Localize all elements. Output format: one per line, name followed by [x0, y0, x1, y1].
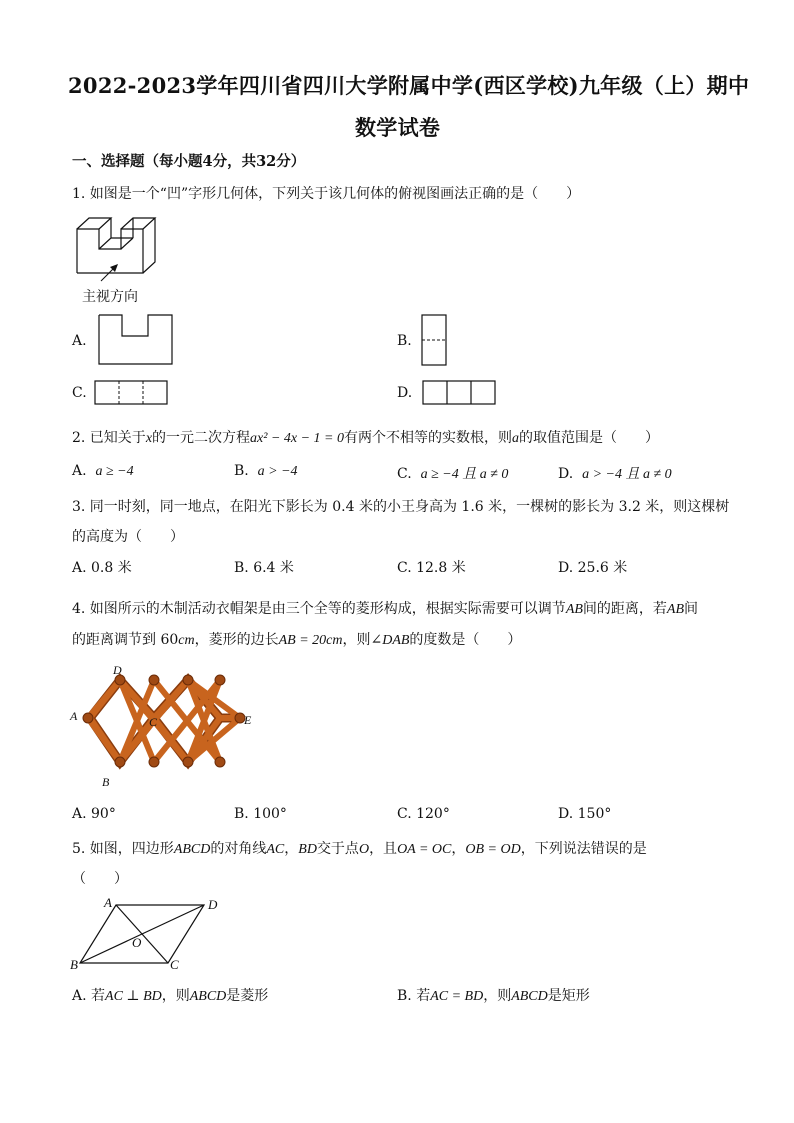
- q4-option-c[interactable]: C. 120°: [397, 806, 450, 822]
- q4-line2-prefix: 的距离调节到 60: [72, 632, 179, 648]
- q5-option-b-condition: AC = BD: [430, 989, 484, 1004]
- parallelogram-label-d: D: [208, 897, 218, 912]
- q5-quad: ABCD: [173, 842, 211, 857]
- question-5-line1: [72, 838, 647, 858]
- q3-option-d[interactable]: D. 25.6 米: [558, 560, 628, 576]
- q1-option-c-figure: [94, 380, 170, 406]
- q5-option-a-condition: AC ⊥ BD: [105, 989, 162, 1004]
- parallelogram-label-b: B: [70, 957, 78, 972]
- q5-option-b-mid: ，则: [483, 988, 512, 1004]
- q5-prefix: 5. 如图，四边形: [72, 841, 174, 857]
- q5-mid3: ，且: [369, 841, 398, 857]
- q2-option-a-text: a ≥ −4: [95, 464, 134, 479]
- q3-option-b[interactable]: B. 6.4 米: [234, 560, 294, 576]
- q2-option-a[interactable]: [72, 463, 134, 480]
- q1-option-d-label[interactable]: D.: [397, 385, 413, 401]
- coat-rack-figure: [68, 662, 268, 792]
- q5-option-a[interactable]: [72, 985, 268, 1005]
- q5-option-b-quad: ABCD: [511, 989, 548, 1004]
- question-4-line2: [72, 629, 521, 649]
- parallelogram-label-o: O: [132, 935, 142, 950]
- q2-equation: ax² − 4x − 1 = 0: [250, 431, 344, 446]
- view-direction-caption: 主视方向: [82, 289, 138, 305]
- q5-option-b-prefix: B. 若: [397, 988, 431, 1004]
- q5-mid2: 交于点: [316, 841, 359, 857]
- q4-side-equation: AB = 20cm: [278, 633, 343, 648]
- rack-label-b: B: [102, 775, 110, 789]
- q2-option-c-text: a ≥ −4 且 a ≠ 0: [420, 467, 509, 482]
- q2-option-b-text: a > −4: [257, 464, 298, 479]
- u-shaped-solid-figure: [75, 215, 175, 285]
- q5-option-a-end: 是菱形: [226, 988, 269, 1004]
- rack-label-a: A: [70, 709, 78, 723]
- q4-angle: DAB: [382, 633, 410, 648]
- q5-o: O: [358, 842, 370, 857]
- q4-option-d[interactable]: D. 150°: [558, 806, 612, 822]
- q2-option-c-label: C.: [397, 466, 412, 482]
- q2-variable-x: x: [145, 431, 153, 446]
- parallelogram-label-a: A: [104, 895, 112, 910]
- q4-option-b[interactable]: B. 100°: [234, 806, 287, 822]
- q2-option-d[interactable]: [558, 463, 672, 483]
- question-4-line1: [72, 598, 698, 618]
- question-3-line1: 3. 同一时刻，同一地点，在阳光下影长为 0.4 米的小王身高为 1.6 米，一棵树的影长为 3.2 米，则这棵树: [72, 499, 730, 515]
- q5-option-a-mid: ，则: [161, 988, 190, 1004]
- q5-bd: BD: [298, 842, 317, 857]
- q3-option-a[interactable]: A. 0.8 米: [72, 560, 132, 576]
- q5-comma-2: ，: [451, 841, 466, 857]
- q5-option-a-prefix: A. 若: [72, 988, 106, 1004]
- q2-post: 有两个不相等的实数根，则: [344, 430, 512, 446]
- q5-comma-1: ，: [284, 841, 299, 857]
- rack-label-c: C: [149, 715, 158, 729]
- q1-option-b-label[interactable]: B.: [397, 333, 412, 349]
- q5-eq2: OB = OD: [465, 842, 521, 857]
- q2-option-b[interactable]: [234, 463, 298, 480]
- q5-option-a-quad: ABCD: [189, 989, 227, 1004]
- q1-option-a-label[interactable]: A.: [72, 333, 87, 349]
- q2-end: 的取值范围是（ ）: [519, 430, 659, 446]
- question-3-line2: 的高度为（ ）: [72, 529, 184, 545]
- q5-option-b[interactable]: [397, 985, 590, 1005]
- q1-option-d-figure: [422, 380, 498, 406]
- rack-label-d: D: [113, 663, 122, 677]
- q2-option-d-text: a > −4 且 a ≠ 0: [582, 467, 672, 482]
- question-5-line2: （ ）: [72, 871, 128, 887]
- q4-line1-mid: 间的距离，若: [582, 601, 667, 617]
- page-title-line2: 数学试卷: [355, 115, 441, 140]
- q4-ab-1: AB: [565, 602, 583, 617]
- q5-end: ，下列说法错误的是: [520, 841, 647, 857]
- q4-line1-prefix: 4. 如图所示的木制活动衣帽架是由三个全等的菱形构成，根据实际需要可以调节: [72, 601, 566, 617]
- q5-mid1: 的对角线: [210, 841, 267, 857]
- q3-option-c[interactable]: C. 12.8 米: [397, 560, 466, 576]
- section-heading: 一、选择题（每小题4分，共32分）: [72, 153, 306, 170]
- parallelogram-figure: [68, 893, 228, 973]
- q4-option-a[interactable]: A. 90°: [72, 806, 116, 822]
- q5-ac: AC: [266, 842, 285, 857]
- question-2-text: [72, 427, 659, 447]
- q5-option-b-end: 是矩形: [547, 988, 590, 1004]
- q4-line2-end: 的度数是（ ）: [409, 632, 522, 648]
- page-title-line1: 2022-2023学年四川省四川大学附属中学(西区学校)九年级（上）期中: [68, 73, 750, 98]
- q1-option-b-figure: [421, 314, 449, 366]
- q1-option-c-label[interactable]: C.: [72, 385, 87, 401]
- q2-option-b-label: B.: [234, 463, 249, 479]
- q4-line2-mid: ，菱形的边长: [194, 632, 279, 648]
- q2-option-a-label: A.: [72, 463, 87, 479]
- parallelogram-label-c: C: [170, 957, 179, 972]
- q4-ab-2: AB: [666, 602, 685, 617]
- question-1-text: 1. 如图是一个“凹”字形几何体，下列关于该几何体的俯视图画法正确的是（ ）: [72, 186, 581, 202]
- q4-line1-end: 间: [684, 601, 699, 617]
- rack-label-e: E: [244, 713, 252, 727]
- q2-option-c[interactable]: [397, 463, 508, 483]
- q2-variable-a: a: [512, 431, 519, 446]
- q4-cm-unit: cm: [178, 633, 195, 648]
- q2-prefix: 2. 已知关于: [72, 430, 146, 446]
- q2-middle: 的一元二次方程: [152, 430, 251, 446]
- q2-option-d-label: D.: [558, 466, 574, 482]
- q4-line2-post: ，则∠: [342, 632, 383, 648]
- q5-eq1: OA = OC: [397, 842, 452, 857]
- q1-option-a-figure: [98, 314, 174, 366]
